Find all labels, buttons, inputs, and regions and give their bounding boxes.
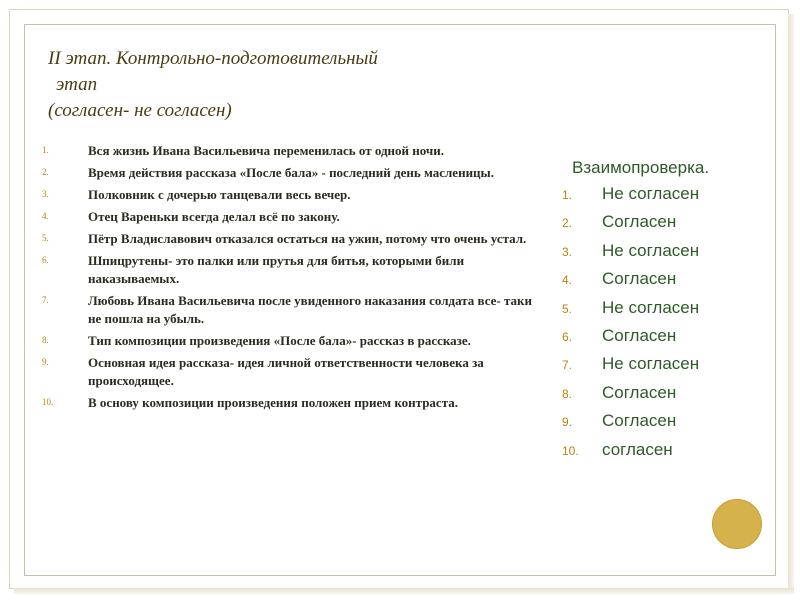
frame-line	[24, 24, 25, 576]
frame-line	[24, 575, 776, 576]
answer-text: Согласен	[602, 325, 677, 345]
statement-text: Время действия рассказа «После бала» - последний день масленицы.	[88, 165, 494, 180]
answer-item	[562, 440, 762, 468]
answer-item	[562, 241, 762, 269]
statement-item	[36, 230, 546, 248]
answer-text: Согласен	[602, 212, 677, 232]
slide-title	[48, 46, 468, 124]
answer-item	[562, 383, 762, 411]
statement-text: Вся жизнь Ивана Васильевича переменилась от одной ночи.	[88, 143, 444, 158]
answer-item	[562, 411, 762, 439]
answers-list	[562, 184, 762, 468]
statement-text: Любовь Ивана Васильевича после увиденного наказания солдата все- таки не пошла на убыль.	[88, 293, 533, 326]
answer-item	[562, 212, 762, 240]
title-line: этап	[56, 74, 98, 95]
frame-shadow	[788, 14, 794, 594]
answer-text: Не согласен	[602, 354, 700, 374]
statement-text: Основная идея рассказа- идея личной ответственности человека за происходящее.	[88, 355, 484, 388]
title-line: II этап. Контрольно-подготовительный	[48, 48, 378, 69]
answer-text: Не согласен	[602, 297, 700, 317]
answer-item	[562, 298, 762, 326]
statement-item	[36, 394, 546, 412]
frame-line	[775, 24, 776, 576]
title-line: (согласен- не согласен)	[48, 100, 232, 121]
statement-number: 6.	[42, 255, 49, 265]
answer-item	[562, 326, 762, 354]
answer-item	[562, 184, 762, 212]
answer-number: 10.	[562, 443, 579, 458]
statement-number: 7.	[42, 295, 49, 305]
statement-number: 10.	[42, 397, 54, 407]
statement-text: Пётр Владиславович отказался остаться на ужин, потому что очень устал.	[88, 231, 527, 246]
statement-item	[36, 332, 546, 350]
peer-check-heading: Взаимопроверка.	[572, 158, 710, 177]
answer-number: 1.	[562, 188, 573, 202]
statement-number: 5.	[42, 233, 49, 243]
decorative-circle	[712, 499, 762, 549]
statement-text: В основу композиции произведения положен прием контраста.	[88, 395, 458, 410]
answer-item	[562, 269, 762, 297]
statements-list	[36, 142, 546, 416]
statement-item	[36, 354, 546, 390]
statement-number: 3.	[42, 189, 49, 199]
answer-text: Не согласен	[602, 240, 700, 260]
answer-text: Согласен	[602, 269, 677, 289]
frame-line	[24, 24, 776, 25]
answer-text: Не согласен	[602, 184, 700, 203]
answer-number: 2.	[562, 216, 573, 231]
statement-text: Тип композиции произведения «После бала»- рассказ в рассказе.	[88, 333, 471, 348]
answer-text: Согласен	[602, 411, 677, 431]
answer-text: Согласен	[602, 382, 677, 402]
statement-text: Отец Вареньки всегда делал всё по закону.	[88, 209, 340, 224]
statement-number: 8.	[42, 335, 49, 345]
answer-number: 6.	[562, 329, 573, 344]
statement-text: Полковник с дочерью танцевали весь вечер.	[88, 187, 351, 202]
statement-item	[36, 186, 546, 204]
statement-item	[36, 252, 546, 288]
answer-item	[562, 354, 762, 382]
statement-item	[36, 164, 546, 182]
statement-item	[36, 292, 546, 328]
statement-number: 4.	[42, 211, 49, 221]
answer-number: 4.	[562, 273, 573, 288]
answer-text: согласен	[602, 439, 673, 459]
statement-number: 2.	[42, 167, 49, 177]
statement-number: 9.	[42, 357, 49, 367]
statement-text: Шпицрутены- это палки или прутья для битья, которыми били наказываемых.	[88, 253, 465, 286]
frame-shadow	[14, 588, 794, 594]
answer-number: 8.	[562, 386, 573, 401]
statement-item	[36, 208, 546, 226]
answer-number: 7.	[562, 358, 573, 373]
answer-number: 3.	[562, 244, 573, 259]
answer-number: 9.	[562, 415, 573, 430]
answer-number: 5.	[562, 301, 573, 316]
statement-number: 1.	[42, 145, 49, 155]
statement-item	[36, 142, 546, 160]
